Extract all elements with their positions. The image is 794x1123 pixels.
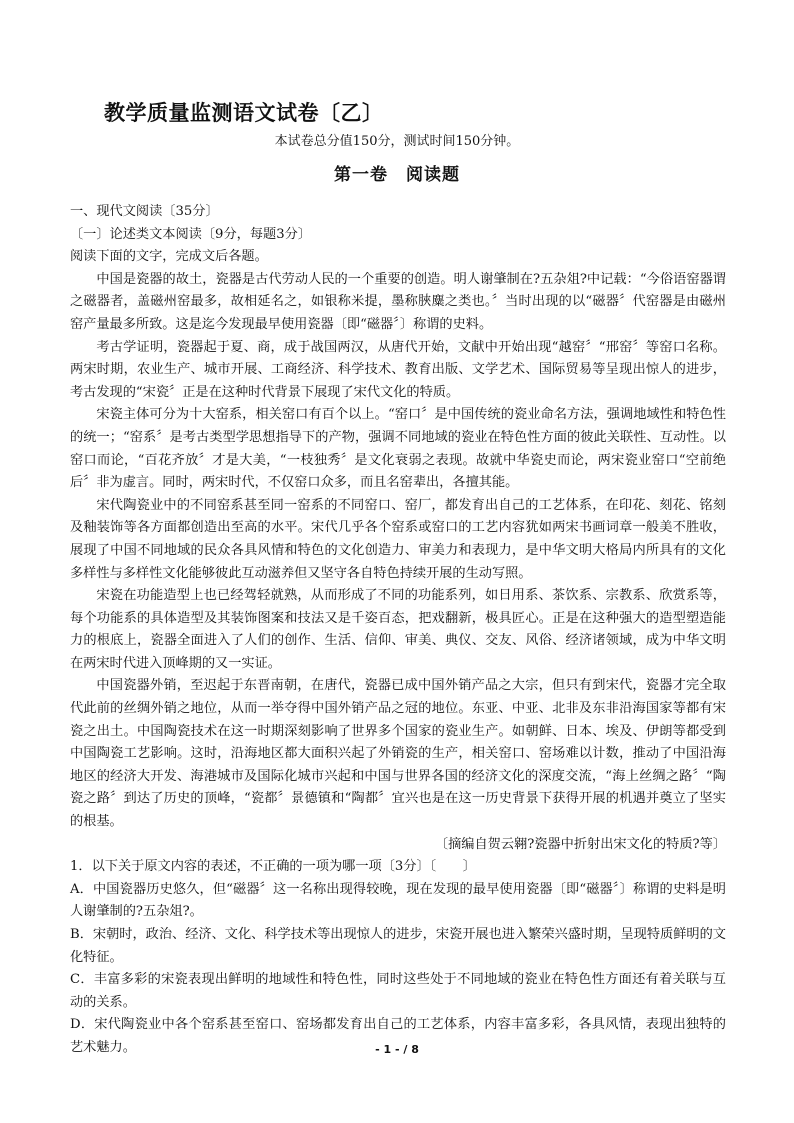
option-c: C．丰富多彩的宋瓷表现出鲜明的地域性和特色性，同时这些处于不同地域的瓷业在特色性方面还有着关联与互动的关系。 [70, 972, 726, 1010]
passage-source: 〔摘编自贺云翱?瓷器中折射出宋文化的特质?等〕 [434, 836, 726, 852]
subsection-heading: 〔一〕论述类文本阅读〔9分，每题3分〕 [70, 226, 311, 242]
option-a: A．中国瓷器历史悠久，但“磁器〞这一名称出现得较晚，现在发现的最早使用瓷器〔即“磁器〞〕称谓的史料是明人谢肇制的?五杂俎?。 [70, 881, 726, 920]
option-b: B．宋朝时，政治、经济、文化、科学技术等出现惊人的进步，宋瓷开展也进入繁荣兴盛时期，呈现特质鲜明的文化特征。 [70, 927, 726, 965]
passage-paragraph: 中国是瓷器的故土，瓷器是古代劳动人民的一个重要的创造。明人谢肇制在?五杂俎?中记载：“今俗语窑器谓之磁器者，盖磁州窑最多，故相延名之，如银称米提，墨称脥麋之类也。〞当时出现的以“磁器〞代窑器是由磁州窑产量最多所致。这是迄今发现最早使用瓷器〔即“磁器〞〕称谓的史料。 [70, 271, 726, 332]
passage-paragraph: 宋瓷主体可分为十大窑系，相关窑口有百个以上。“窑口〞是中国传统的瓷业命名方法，强调地域性和特色性的统一；“窑系〞是考古类型学思想指导下的产物，强调不同地域的瓷业在特色性方面的彼此关联性、互动性。以窑口而论，“百花齐放〞才是大美，“一枝独秀〞是文化衰弱之表现。故就中华瓷史而论，两宋瓷业窑口“空前绝后〞非为虚言。同时，两宋时代，不仅窑口众多，而且名窑辈出，各擅其能。 [70, 407, 726, 491]
part-heading: 一、现代文阅读〔35分〕 [70, 204, 219, 219]
passage-paragraph: 宋代陶瓷业中的不同窑系甚至同一窑系的不同窑口、窑厂，都发育出自己的工艺体系，在印花、刻花、铭刻及釉装饰等各方面都创造出至高的水平。宋代几乎各个窑系或窑口的工艺内容犹如两宋书画词章一般美不胜收，展现了中国不同地域的民众各具风情和特色的文化创造力、审美力和表现力，是中华文明大格局内所具有的文化多样性与多样性文化能够彼此互动滋养但又坚守各自特色持续开展的生动写照。 [70, 497, 726, 581]
exam-content [70, 201, 726, 1060]
section-title: 第一卷 阅读题 [334, 165, 460, 185]
option-d: D．宋代陶瓷业中各个窑系甚至窑口、窑场都发育出自己的工艺体系，内容丰富多彩，各具风情，表现出独特的艺术魅力。 [70, 1017, 726, 1055]
page-number: - 1 - / 8 [375, 1043, 419, 1056]
exam-subtitle: 本试卷总分值150分，测试时间150分钟。 [274, 134, 520, 149]
question-1-stem: 1．以下关于原文内容的表述，不正确的一项为哪一项〔3分〕〔 〕 [70, 859, 476, 875]
passage-paragraph: 考古学证明，瓷器起于夏、商，成于战国两汉，从唐代开始，文献中开始出现“越窑〞“邢窑〞等窑口名称。两宋时期，农业生产、城市开展、工商经济、科学技术、教育出版、文学艺术、国际贸易等呈现出惊人的进步，考古发现的“宋瓷〞正是在这种时代背景下展现了宋代文化的特质。 [70, 339, 726, 400]
passage-paragraph: 中国瓷器外销，至迟起于东晋南朝，在唐代，瓷器已成中国外销产品之大宗，但只有到宋代，瓷器才完全取代此前的丝绸外销之地位，从而一举夺得中国外销产品之冠的地位。东亚、中亚、北非及东非沿海国家等都有宋瓷之出土。中国陶瓷技术在这一时期深刻影响了世界多个国家的瓷业生产。如朝鲜、日本、埃及、伊朗等都受到中国陶瓷工艺影响。这时，沿海地区都大面积兴起了外销瓷的生产，相关窑口、窑场难以计数，推动了中国沿海地区的经济大开发、海港城市及国际化城市兴起和中国与世界各国的经济文化的深度交流，“海上丝绸之路〞“陶瓷之路〞到达了历史的顶峰，“瓷都〞景德镇和“陶都〞宜兴也是在这一历史背景下获得开展的机遇并奠立了坚实的根基。 [70, 678, 726, 830]
reading-instruction: 阅读下面的文字，完成文后各题。 [70, 249, 268, 265]
passage-paragraph: 宋瓷在功能造型上也已经驾轻就熟，从而形成了不同的功能系列，如日用系、茶饮系、宗教系、欣赏系等，每个功能系的具体造型及其装饰图案和技法又是千姿百态，把戏翻新，极具匠心。正是在这种强大的造型塑造能力的根底上，瓷器全面进入了人们的创作、生活、信仰、审美、典仪、交友、风俗、经济诸领域，成为中华文明在两宋时代进入顶峰期的又一实证。 [70, 588, 726, 671]
exam-title: 教学质量监测语文试卷〔乙〕 [104, 100, 384, 125]
